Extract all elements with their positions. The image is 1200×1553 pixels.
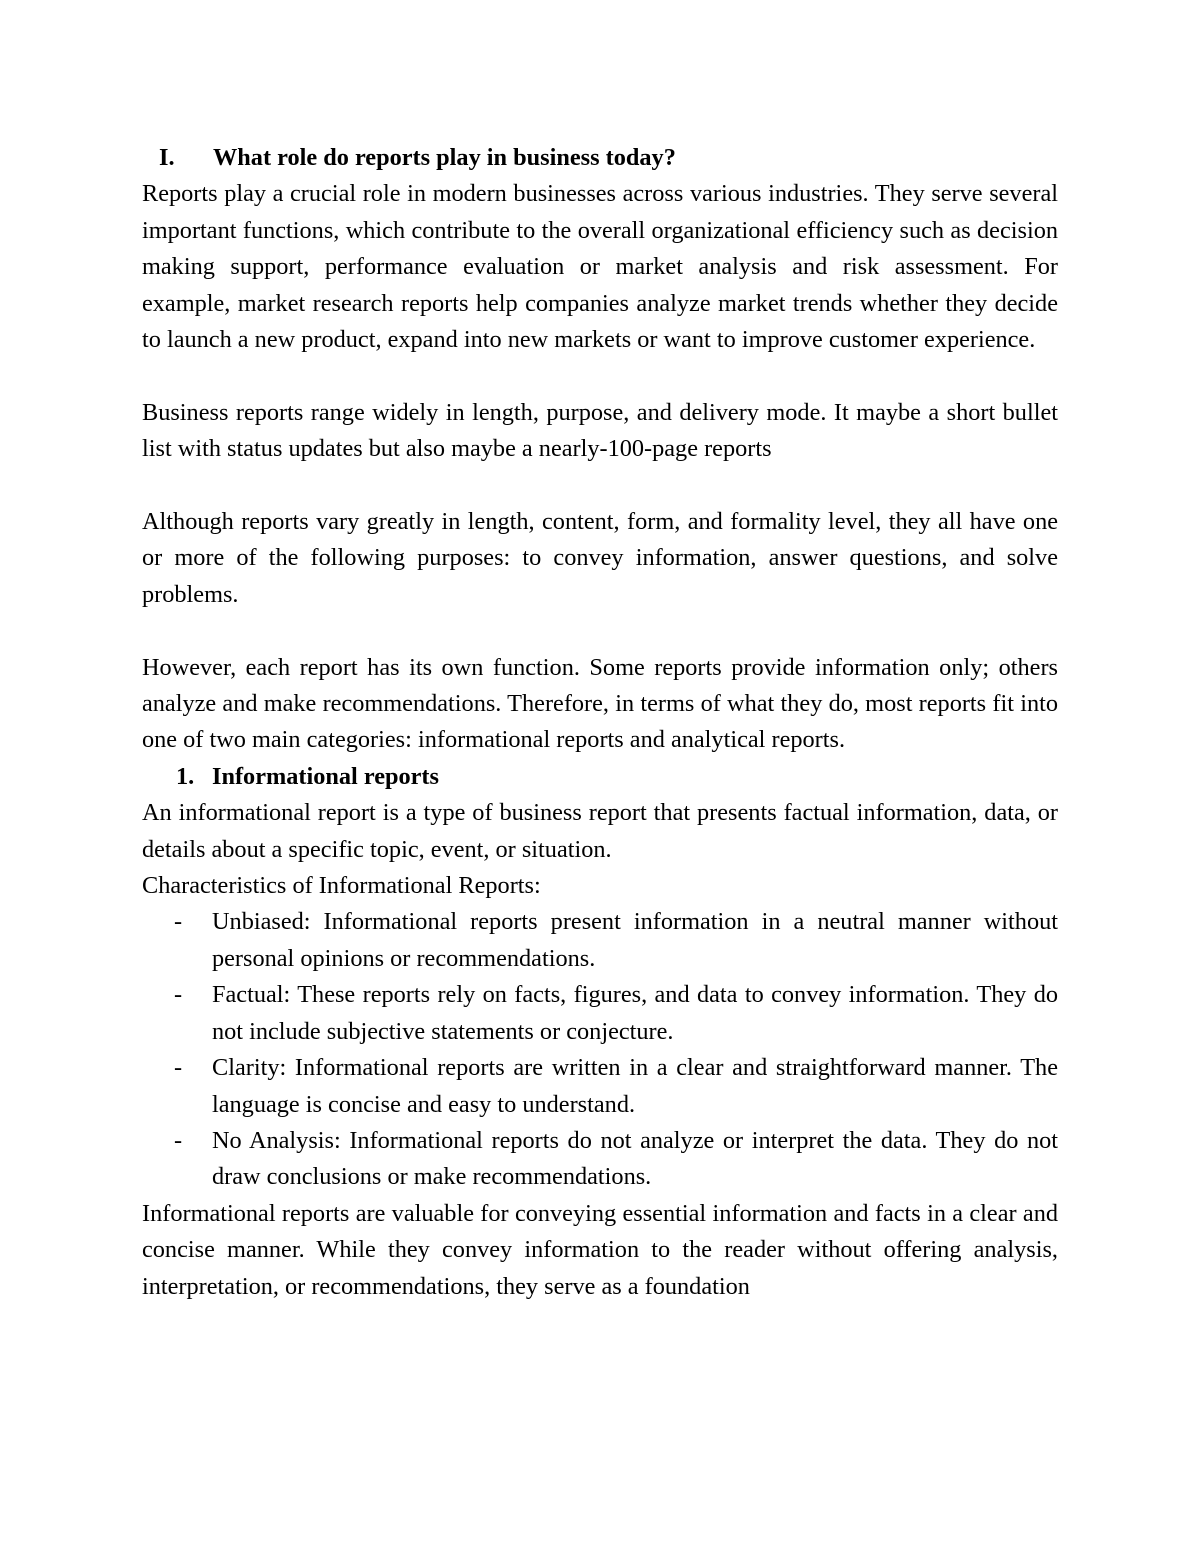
- subsection-number: 1.: [176, 762, 195, 790]
- dash-bullet: -: [174, 981, 183, 1009]
- paragraph-informational-definition: An informational report is a type of business report that presents factual information, data, or details about a specific topic, event, or situation.: [142, 799, 1058, 863]
- paragraph-reports-purposes: Although reports vary greatly in length, content, form, and formality level, they all have one or more of the following purposes: to convey information, answer questions, and solve problems.: [142, 508, 1058, 608]
- section-heading: [142, 140, 1058, 176]
- paragraph-informational-closing: Informational reports are valuable for conveying essential information and facts in a clear and concise manner. While they convey information to the reader without offering analysis, interpretation, or recommendations, they serve as a foundation: [142, 1199, 1058, 1300]
- list-item: [142, 1050, 1058, 1123]
- paragraph-spacer: [142, 468, 1058, 504]
- paragraph-reports-role: Reports play a crucial role in modern businesses across various industries. They serve several important functions, which contribute to the overall organizational efficiency such as decision making support, performance evaluation or market analysis and risk assessment. For example, market research reports help companies analyze market trends whether they decide to launch a new product, expand into new markets or want to improve customer experience.: [142, 180, 1058, 354]
- paragraph-spacer: [142, 358, 1058, 394]
- list-item: [142, 904, 1058, 977]
- dash-bullet: -: [174, 1054, 183, 1082]
- subsection-title: Informational reports: [212, 762, 439, 790]
- section-number: I.: [159, 144, 175, 171]
- list-item: [142, 1123, 1058, 1196]
- list-item-text: Unbiased: Informational reports present information in a neutral manner without personal opinions or recommendations.: [212, 908, 1058, 972]
- list-item-text: Clarity: Informational reports are written in a clear and straightforward manner. The language is concise and easy to understand.: [212, 1054, 1058, 1118]
- paragraph-spacer: [142, 613, 1058, 649]
- paragraph-reports-categories: However, each report has its own function. Some reports provide information only; others analyze and make recommendations. Therefore, in terms of what they do, most reports fit into one of two main categories: informational reports and analytical reports.: [142, 653, 1058, 754]
- list-item: [142, 977, 1058, 1050]
- list-item-text: Factual: These reports rely on facts, figures, and data to convey information. They do not include subjective statements or conjecture.: [212, 981, 1058, 1045]
- paragraph-reports-range: Business reports range widely in length, purpose, and delivery mode. It maybe a short bullet list with status updates but also maybe a nearly-100-page reports: [142, 398, 1058, 463]
- section-title: What role do reports play in business today?: [213, 144, 676, 171]
- subsection-heading: [142, 759, 1058, 795]
- characteristics-heading: Characteristics of Informational Reports:: [142, 872, 541, 900]
- dash-bullet: -: [174, 1126, 183, 1154]
- document-body: [142, 140, 1058, 1305]
- list-item-text: No Analysis: Informational reports do not analyze or interpret the data. They do not draw conclusions or make recommendations.: [212, 1126, 1058, 1191]
- characteristics-list: [142, 904, 1058, 1195]
- dash-bullet: -: [174, 908, 183, 936]
